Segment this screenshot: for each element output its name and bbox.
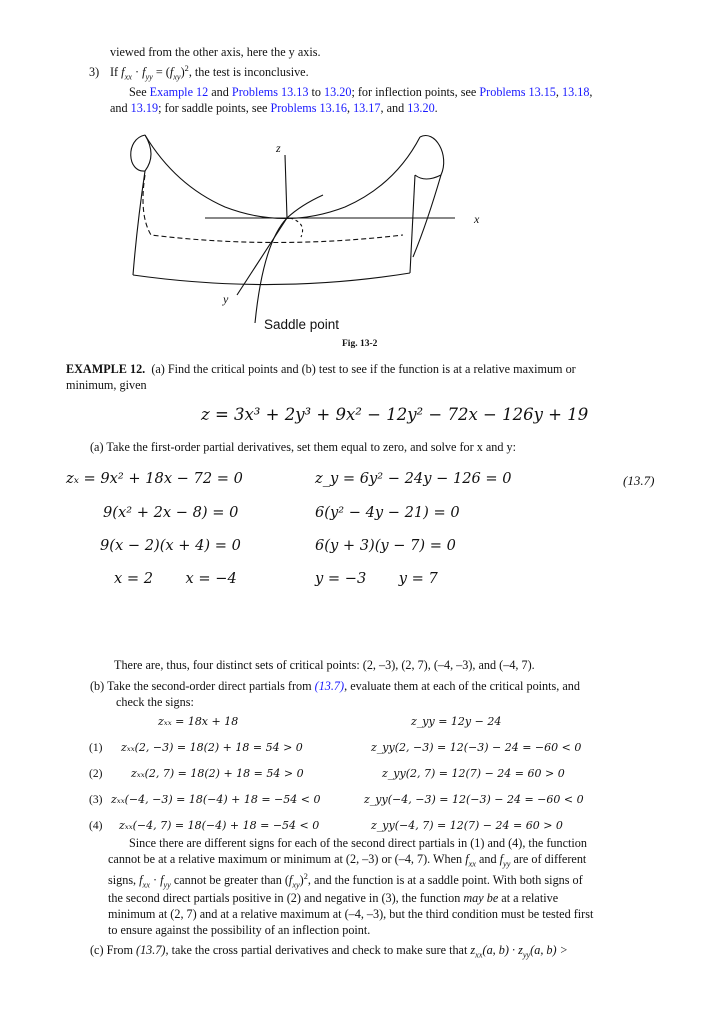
figure-label: Fig. 13-2 <box>342 339 378 349</box>
since-text-3b: cannot be greater than <box>173 873 282 887</box>
hidden-dashed-arc <box>290 218 303 237</box>
see-saddle-text: ; for saddle points, see <box>158 101 268 115</box>
part-c-text-2: take the cross partial derivatives and check to make sure that <box>171 943 468 957</box>
eq-left-1: zₓ = 9x² + 18x − 72 = 0 <box>66 470 243 487</box>
since-text-4b: at a relative <box>501 891 559 905</box>
saddle-curve-lower <box>255 195 323 323</box>
z-axis-line <box>285 155 287 218</box>
see-line-2: and 13.19; for saddle points, see Problems 13.16, 13.17, and 13.20. <box>110 101 438 115</box>
part-c-line: (c) From (13.7), take the cross partial derivatives and check to make sure that $z_{xx}(a$, $b) \cdot z_{yy}(a$, b) > <box>90 943 568 960</box>
part-a-text: (a) Take the first-order partial derivatives, set them equal to zero, and solve for x and y: <box>90 440 517 454</box>
part-c-text-4: (a, b) > <box>530 943 568 957</box>
saddle-point-figure <box>115 125 455 325</box>
row-2-number: (2) <box>89 768 103 780</box>
main-equation: z = 3x³ + 2y³ + 9x² − 12y² − 72x − 126y + 19 <box>201 405 589 424</box>
link-problem-13-16[interactable]: Problems 13.16 <box>270 101 347 115</box>
critical-points-text: There are, thus, four distinct sets of critical points: (2, –3), (2, 7), (–4, –3), and (–4, 7). <box>114 658 535 672</box>
link-problem-13-19[interactable]: 13.19 <box>130 101 159 115</box>
surface-bottom-edge <box>133 273 410 285</box>
hidden-dashed-curve <box>143 175 403 243</box>
eq-right-4: y = −3 y = 7 <box>315 570 438 587</box>
since-line-2: cannot be at a relative maximum or minimum at (2, –3) or (–4, 7). When $f_{xx}$ and $f_{yy}$ are of different <box>108 852 587 869</box>
eq-right-3: 6(y + 3)(y − 7) = 0 <box>315 537 456 554</box>
axis-label-z: z <box>276 141 281 155</box>
since-text-2a: cannot be at a relative maximum or minimum at (2, –3) or (–4, 7). When <box>108 852 463 866</box>
item-3-condition: If $f_{xx} \cdot f_{yy} = (f_{xy})^2$, the test is inconclusive. <box>110 63 309 82</box>
part-b-text-2: , evaluate them at each of the critical points, and <box>344 679 580 693</box>
see-line-1: See Example 12 and Problems 13.13 to 13.20; for inflection points, see Problems 13.15, 13.18, <box>129 85 593 99</box>
since-text-2c: are of different <box>513 852 587 866</box>
row-4-zyy: z_yy(−4, 7) = 12(7) − 24 = 60 > 0 <box>371 819 563 832</box>
item-3-number: 3) <box>89 65 100 79</box>
saddle-curve-upper <box>145 135 420 219</box>
see-and-2: and <box>110 101 128 115</box>
link-problem-13-17[interactable]: 13.17 <box>353 101 381 115</box>
since-line-1: Since there are different signs for each of the second direct partials in (1) and (4), the function <box>129 836 587 850</box>
see-prefix: See <box>129 85 147 99</box>
row-2-zxx: zₓₓ(2, 7) = 18(2) + 18 = 54 > 0 <box>131 767 304 780</box>
since-may-be: may be <box>463 891 499 905</box>
row-3-number: (3) <box>89 794 103 806</box>
part-b-text-1: (b) Take the second-order direct partials from <box>90 679 312 693</box>
figure-caption: Saddle point <box>264 317 340 332</box>
axis-label-y: y <box>223 292 229 306</box>
zyy-definition: z_yy = 12y − 24 <box>411 715 502 728</box>
example-text-b: minimum, given <box>66 378 147 392</box>
since-text-3a: signs, <box>108 873 137 887</box>
row-4-zxx: zₓₓ(−4, 7) = 18(−4) + 18 = −54 < 0 <box>119 819 320 832</box>
link-example-12[interactable]: Example 12 <box>149 85 209 99</box>
saddle-right-lobe <box>415 136 444 179</box>
row-1-zxx: zₓₓ(2, −3) = 18(2) + 18 = 54 > 0 <box>121 741 303 754</box>
surface-right-edge <box>410 175 415 273</box>
see-period: . <box>434 101 438 115</box>
part-b-line-1 <box>90 678 580 694</box>
example-text-a: (a) Find the critical points and (b) test to see if the function is at a relative maximum or <box>151 362 576 376</box>
since-text-3c: , and the function is at a saddle point. With both signs of <box>307 873 583 887</box>
part-c-text-3: (a, b) · <box>482 943 516 957</box>
link-eq-13-7[interactable]: (13.7) <box>314 679 345 693</box>
axis-label-x: x <box>474 212 480 226</box>
see-to: to <box>311 85 321 99</box>
see-inflection-text: ; for inflection points, see <box>351 85 477 99</box>
link-problem-13-13[interactable]: Problems 13.13 <box>231 85 309 99</box>
part-b-line-2: check the signs: <box>116 695 194 709</box>
part-c-ref: (13.7), <box>136 943 169 957</box>
link-problem-13-20[interactable]: 13.20 <box>324 85 352 99</box>
saddle-left-lobe <box>131 135 151 171</box>
surface-right-inner <box>413 175 441 257</box>
since-text-4: the second direct partials positive in (2) and negative in (3), the function <box>108 891 461 905</box>
since-line-5: minimum at (2, 7) and at a relative maximum at (–4, –3), but the third condition must be tested first <box>108 907 594 921</box>
eq-left-2: 9(x² + 2x − 8) = 0 <box>103 504 239 521</box>
link-problem-13-20b[interactable]: 13.20 <box>407 101 435 115</box>
eq-left-3: 9(x − 2)(x + 4) = 0 <box>100 537 241 554</box>
since-line-4 <box>108 890 558 906</box>
item-3-text: the test is inconclusive. <box>194 65 309 79</box>
zxx-definition: zₓₓ = 18x + 18 <box>158 715 239 728</box>
eq-left-4: x = 2 x = −4 <box>114 570 237 587</box>
row-2-zyy: z_yy(2, 7) = 12(7) − 24 = 60 > 0 <box>382 767 565 780</box>
row-1-zyy: z_yy(2, −3) = 12(−3) − 24 = −60 < 0 <box>371 741 582 754</box>
eq-right-2: 6(y² − 4y − 21) = 0 <box>315 504 460 521</box>
y-axis-line <box>237 218 287 295</box>
example-label: EXAMPLE 12 <box>66 362 143 376</box>
intro-line-1: viewed from the other axis, here the y axis. <box>110 45 321 59</box>
eq-right-1: z_y = 6y² − 24y − 126 = 0 <box>315 470 512 487</box>
equation-number: (13.7) <box>623 473 655 488</box>
link-problem-13-18[interactable]: 13.18 <box>562 85 590 99</box>
example-heading-line: EXAMPLE 12. (a) Find the critical points and (b) test to see if the function is at a relative maximum or <box>66 362 576 376</box>
row-3-zyy: z_yy(−4, −3) = 12(−3) − 24 = −60 < 0 <box>364 793 584 806</box>
row-1-number: (1) <box>89 742 103 754</box>
row-4-number: (4) <box>89 820 103 832</box>
link-problem-13-15[interactable]: Problems 13.15 <box>479 85 556 99</box>
since-line-3: signs, $f_{xx} \cdot f_{yy}$ cannot be greater than $(f_{xy})^2$, and the function is at a saddle point. With both signs of <box>108 871 583 890</box>
since-text-2b: and <box>478 852 497 866</box>
since-line-6: to ensure against the possibility of an inflection point. <box>108 923 371 937</box>
row-3-zxx: zₓₓ(−4, −3) = 18(−4) + 18 = −54 < 0 <box>111 793 321 806</box>
see-and-3: , and <box>380 101 405 115</box>
part-c-text-1: (c) From <box>90 943 133 957</box>
see-and: and <box>211 85 229 99</box>
